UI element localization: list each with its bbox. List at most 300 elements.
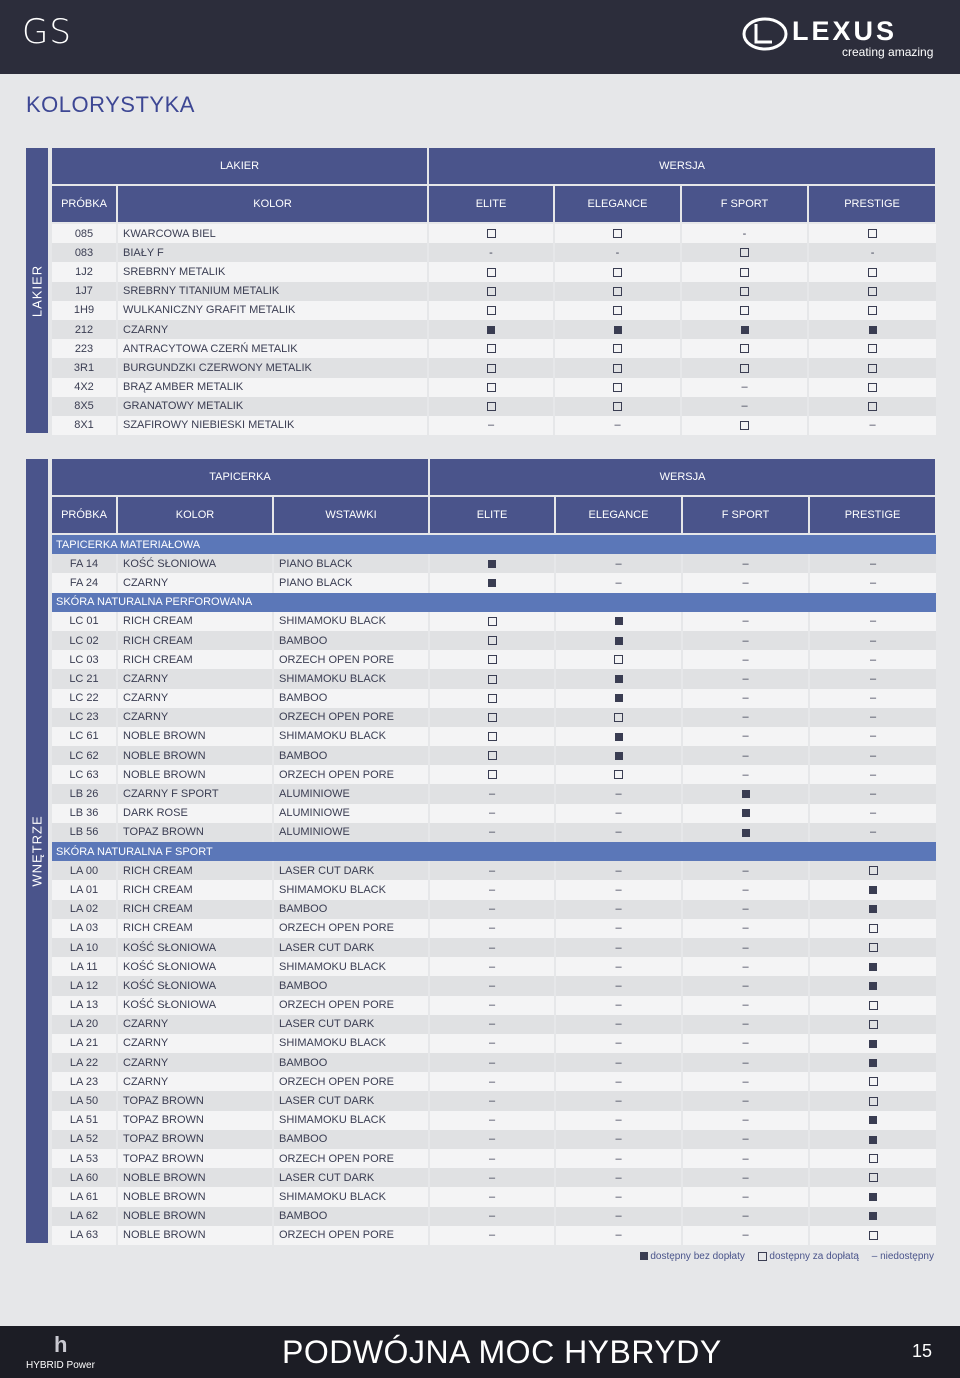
unavailable-dash: - xyxy=(742,227,747,240)
color-name: TOPAZ BROWN xyxy=(117,1149,273,1168)
unavailable-dash: – xyxy=(869,653,877,666)
unavailable-dash: – xyxy=(742,999,749,1012)
unavailable-dash: – xyxy=(488,807,496,820)
insert-name: BAMBOO xyxy=(273,1130,429,1149)
availability-cell xyxy=(808,243,936,262)
unavailable-dash: – xyxy=(615,960,622,973)
insert-name: BAMBOO xyxy=(273,689,429,708)
insert-name: ORZECH OPEN PORE xyxy=(273,1149,429,1168)
availability-cell xyxy=(682,919,809,938)
availability-cell xyxy=(809,861,936,880)
unavailable-dash: – xyxy=(488,788,496,801)
model-name: GS xyxy=(22,12,72,52)
column-header: PRESTIGE xyxy=(808,185,936,223)
color-name: TOPAZ BROWN xyxy=(117,1130,273,1149)
filled-square-icon xyxy=(615,675,623,683)
availability-cell xyxy=(429,784,555,803)
sample-code: 1H9 xyxy=(51,301,117,320)
availability-cell xyxy=(428,339,554,358)
open-square-icon xyxy=(487,229,496,238)
unavailable-dash: – xyxy=(615,576,622,589)
availability-cell xyxy=(555,938,682,957)
filled-square-icon xyxy=(869,326,877,334)
table-row xyxy=(51,746,936,765)
sample-code: 1J2 xyxy=(51,262,117,281)
availability-cell xyxy=(682,650,809,669)
availability-cell xyxy=(428,397,554,416)
color-name: BURGUNDZKI CZERWONY METALIK xyxy=(117,358,428,377)
sample-code: 4X2 xyxy=(51,378,117,397)
availability-cell xyxy=(555,1168,682,1187)
sample-code: LC 62 xyxy=(51,746,117,765)
availability-cell xyxy=(682,1053,809,1072)
availability-cell xyxy=(809,650,936,669)
open-square-icon xyxy=(488,655,497,664)
availability-cell xyxy=(809,1187,936,1206)
sample-code: LA 10 xyxy=(51,938,117,957)
insert-name: PIANO BLACK xyxy=(273,554,429,573)
sample-code: LA 63 xyxy=(51,1226,117,1245)
unavailable-dash: – xyxy=(742,960,749,973)
availability-cell xyxy=(682,669,809,688)
unavailable-dash: – xyxy=(742,922,749,935)
table-row xyxy=(51,1091,936,1110)
unavailable-dash: – xyxy=(488,826,496,839)
unavailable-dash: – xyxy=(488,1229,496,1242)
availability-cell xyxy=(428,243,554,262)
availability-cell xyxy=(681,282,808,301)
unavailable-dash: – xyxy=(615,1171,622,1184)
color-name: BRĄZ AMBER METALIK xyxy=(117,378,428,397)
color-name: RICH CREAM xyxy=(117,650,273,669)
table-row xyxy=(51,282,936,301)
paint-group-header: LAKIER xyxy=(51,147,428,185)
table-row xyxy=(51,1034,936,1053)
availability-cell xyxy=(429,727,555,746)
sample-code: FA 24 xyxy=(51,573,117,592)
color-name: RICH CREAM xyxy=(117,900,273,919)
availability-cell xyxy=(555,784,682,803)
insert-name: PIANO BLACK xyxy=(273,573,429,592)
availability-cell xyxy=(681,358,808,377)
availability-cell xyxy=(809,1168,936,1187)
unavailable-dash: – xyxy=(615,883,622,896)
availability-cell xyxy=(555,554,682,573)
availability-cell xyxy=(682,1034,809,1053)
availability-cell xyxy=(429,1207,555,1226)
unavailable-dash: – xyxy=(615,1133,622,1146)
color-name: CZARNY xyxy=(117,1053,273,1072)
availability-cell xyxy=(809,746,936,765)
sample-code: LC 01 xyxy=(51,612,117,631)
open-square-icon xyxy=(868,287,877,296)
availability-cell xyxy=(809,1015,936,1034)
open-square-icon xyxy=(613,229,622,238)
unavailable-dash: – xyxy=(742,1037,749,1050)
availability-cell xyxy=(555,727,682,746)
availability-cell xyxy=(554,416,681,435)
unavailable-dash: – xyxy=(742,979,749,992)
availability-cell xyxy=(429,804,555,823)
unavailable-dash: - xyxy=(489,246,493,259)
availability-cell xyxy=(429,1130,555,1149)
availability-cell xyxy=(682,976,809,995)
filled-square-icon xyxy=(488,579,496,587)
open-square-icon xyxy=(869,1231,878,1240)
availability-cell xyxy=(555,900,682,919)
upholstery-group-header: TAPICERKA xyxy=(51,458,429,496)
unavailable-dash: – xyxy=(742,615,749,628)
unavailable-dash: – xyxy=(869,749,877,762)
availability-cell xyxy=(429,880,555,899)
insert-name: ALUMINIOWE xyxy=(273,804,429,823)
color-name: CZARNY xyxy=(117,1072,273,1091)
availability-cell xyxy=(429,650,555,669)
unavailable-dash: – xyxy=(742,1056,749,1069)
open-square-icon xyxy=(740,364,749,373)
availability-cell xyxy=(682,1130,809,1149)
insert-name: ORZECH OPEN PORE xyxy=(273,708,429,727)
availability-cell xyxy=(429,823,555,842)
availability-cell xyxy=(555,708,682,727)
unavailable-dash: – xyxy=(488,922,496,935)
unavailable-dash: – xyxy=(741,381,748,394)
table-row xyxy=(51,669,936,688)
availability-cell xyxy=(809,708,936,727)
version-group-header: WERSJA xyxy=(429,458,936,496)
unavailable-dash: – xyxy=(488,864,496,877)
insert-name: LASER CUT DARK xyxy=(273,1168,429,1187)
availability-cell xyxy=(809,1053,936,1072)
unavailable-dash: – xyxy=(488,1056,496,1069)
availability-cell xyxy=(809,727,936,746)
unavailable-dash: – xyxy=(742,883,749,896)
sample-code: LA 23 xyxy=(51,1072,117,1091)
availability-cell xyxy=(681,262,808,281)
legend xyxy=(630,1251,934,1262)
availability-cell xyxy=(555,1034,682,1053)
insert-name: ORZECH OPEN PORE xyxy=(273,996,429,1015)
insert-name: ORZECH OPEN PORE xyxy=(273,1226,429,1245)
availability-cell xyxy=(682,957,809,976)
availability-cell xyxy=(681,301,808,320)
interior-side-label: WNĘTRZE xyxy=(26,459,48,1243)
color-name: NOBLE BROWN xyxy=(117,1207,273,1226)
unavailable-dash: – xyxy=(615,557,622,570)
availability-cell xyxy=(555,1072,682,1091)
availability-cell xyxy=(809,880,936,899)
availability-cell xyxy=(428,378,554,397)
unavailable-dash: – xyxy=(742,653,749,666)
unavailable-dash: – xyxy=(869,730,877,743)
hybrid-power-logo: h HYBRID Power xyxy=(26,1332,95,1371)
availability-cell xyxy=(555,650,682,669)
open-square-icon xyxy=(868,344,877,353)
open-square-icon xyxy=(869,1020,878,1029)
availability-cell xyxy=(682,861,809,880)
insert-name: LASER CUT DARK xyxy=(273,938,429,957)
brand-tagline: creating amazing xyxy=(842,45,934,59)
color-name: SREBRNY METALIK xyxy=(117,262,428,281)
sample-code: LA 02 xyxy=(51,900,117,919)
availability-cell xyxy=(429,1226,555,1245)
open-square-icon xyxy=(488,732,497,741)
open-square-icon xyxy=(869,1154,878,1163)
availability-cell xyxy=(428,358,554,377)
unavailable-dash: – xyxy=(615,864,622,877)
open-square-icon xyxy=(740,248,749,257)
interior-table xyxy=(50,457,937,1245)
availability-cell xyxy=(555,612,682,631)
availability-cell xyxy=(682,938,809,957)
sample-code: LB 26 xyxy=(51,784,117,803)
unavailable-dash: – xyxy=(742,692,749,705)
availability-cell xyxy=(555,669,682,688)
insert-name: SHIMAMOKU BLACK xyxy=(273,727,429,746)
unavailable-dash: – xyxy=(615,979,622,992)
unavailable-dash: – xyxy=(488,1171,496,1184)
color-name: KOŚĆ SŁONIOWA xyxy=(117,976,273,995)
unavailable-dash: – xyxy=(742,1210,749,1223)
unavailable-dash: – xyxy=(488,1152,496,1165)
color-name: CZARNY xyxy=(117,1015,273,1034)
unavailable-dash: – xyxy=(742,711,749,724)
insert-name: BAMBOO xyxy=(273,746,429,765)
color-name: TOPAZ BROWN xyxy=(117,1111,273,1130)
unavailable-dash: – xyxy=(488,883,496,896)
availability-cell xyxy=(809,804,936,823)
availability-cell xyxy=(809,900,936,919)
unavailable-dash: – xyxy=(615,1095,622,1108)
availability-cell xyxy=(555,957,682,976)
availability-cell xyxy=(681,243,808,262)
column-header: ELITE xyxy=(428,185,554,223)
filled-square-icon xyxy=(615,752,623,760)
color-name: RICH CREAM xyxy=(117,861,273,880)
unavailable-dash: – xyxy=(869,557,877,570)
unavailable-dash: – xyxy=(615,941,622,954)
unavailable-dash: – xyxy=(869,807,877,820)
color-name: CZARNY xyxy=(117,1034,273,1053)
sample-code: LC 61 xyxy=(51,727,117,746)
availability-cell xyxy=(809,1072,936,1091)
filled-square-icon xyxy=(615,637,623,645)
table-row xyxy=(51,320,936,339)
unavailable-dash: – xyxy=(869,768,877,781)
unavailable-dash: – xyxy=(742,941,749,954)
open-square-icon xyxy=(488,770,497,779)
availability-cell xyxy=(555,1053,682,1072)
availability-cell xyxy=(429,1091,555,1110)
color-name: CZARNY xyxy=(117,669,273,688)
unavailable-dash: – xyxy=(742,768,749,781)
sample-code: LA 22 xyxy=(51,1053,117,1072)
availability-cell xyxy=(428,262,554,281)
open-square-icon xyxy=(613,268,622,277)
availability-cell xyxy=(555,1130,682,1149)
table-row xyxy=(51,938,936,957)
open-square-icon xyxy=(740,268,749,277)
footer-title: PODWÓJNA MOC HYBRYDY xyxy=(282,1334,722,1370)
unavailable-dash: – xyxy=(869,692,877,705)
filled-square-icon xyxy=(487,326,495,334)
unavailable-dash: – xyxy=(742,1152,749,1165)
availability-cell xyxy=(682,1168,809,1187)
availability-cell xyxy=(809,765,936,784)
availability-cell xyxy=(555,976,682,995)
unavailable-dash: – xyxy=(487,419,495,432)
column-header: KOLOR xyxy=(117,185,428,223)
sample-code: 085 xyxy=(51,223,117,243)
unavailable-dash: – xyxy=(742,903,749,916)
filled-square-icon xyxy=(615,733,623,741)
sample-code: 8X5 xyxy=(51,397,117,416)
table-row xyxy=(51,301,936,320)
open-square-icon xyxy=(868,364,877,373)
insert-name: SHIMAMOKU BLACK xyxy=(273,1187,429,1206)
sample-code: LB 36 xyxy=(51,804,117,823)
group-row xyxy=(51,842,936,861)
availability-cell xyxy=(554,301,681,320)
insert-name: ORZECH OPEN PORE xyxy=(273,919,429,938)
availability-cell xyxy=(429,996,555,1015)
insert-name: LASER CUT DARK xyxy=(273,861,429,880)
table-row xyxy=(51,416,936,435)
open-square-icon xyxy=(613,306,622,315)
availability-cell xyxy=(682,1207,809,1226)
unavailable-dash: – xyxy=(615,1210,622,1223)
sample-code: LA 03 xyxy=(51,919,117,938)
table-row xyxy=(51,223,936,243)
filled-square-icon xyxy=(742,829,750,837)
color-name: WULKANICZNY GRAFIT METALIK xyxy=(117,301,428,320)
availability-cell xyxy=(808,416,936,435)
sample-code: LA 53 xyxy=(51,1149,117,1168)
availability-cell xyxy=(429,957,555,976)
open-square-icon xyxy=(488,617,497,626)
lexus-logo xyxy=(742,14,934,62)
color-name: NOBLE BROWN xyxy=(117,1168,273,1187)
availability-cell xyxy=(555,1015,682,1034)
availability-cell xyxy=(682,1111,809,1130)
open-square-icon xyxy=(868,268,877,277)
sample-code: LA 52 xyxy=(51,1130,117,1149)
availability-cell xyxy=(809,976,936,995)
unavailable-dash: – xyxy=(742,864,749,877)
table-row xyxy=(51,880,936,899)
unavailable-dash: – xyxy=(742,1095,749,1108)
filled-square-icon xyxy=(869,1116,877,1124)
group-title: TAPICERKA MATERIAŁOWA xyxy=(51,534,936,554)
availability-cell xyxy=(809,1149,936,1168)
sample-code: LA 60 xyxy=(51,1168,117,1187)
sample-code: 3R1 xyxy=(51,358,117,377)
availability-cell xyxy=(428,223,554,243)
insert-name: SHIMAMOKU BLACK xyxy=(273,1034,429,1053)
filled-square-icon xyxy=(869,1212,877,1220)
unavailable-dash: – xyxy=(614,419,621,432)
availability-cell xyxy=(554,339,681,358)
unavailable-dash: – xyxy=(869,419,876,432)
unavailable-dash: – xyxy=(742,1075,749,1088)
sample-code: LC 63 xyxy=(51,765,117,784)
unavailable-dash: – xyxy=(742,1114,749,1127)
column-header: PRÓBKA xyxy=(51,185,117,223)
unavailable-dash: – xyxy=(742,1229,749,1242)
column-header: ELEGANCE xyxy=(555,496,682,534)
sample-code: 1J7 xyxy=(51,282,117,301)
availability-cell xyxy=(809,1111,936,1130)
table-row xyxy=(51,727,936,746)
sample-code: LC 03 xyxy=(51,650,117,669)
availability-cell xyxy=(681,397,808,416)
open-square-icon xyxy=(869,1097,878,1106)
legend-filled: dostępny bez dopłaty xyxy=(640,1251,745,1262)
color-name: RICH CREAM xyxy=(117,631,273,650)
version-group-header: WERSJA xyxy=(428,147,936,185)
availability-cell xyxy=(429,708,555,727)
availability-cell xyxy=(429,689,555,708)
availability-cell xyxy=(555,919,682,938)
availability-cell xyxy=(554,358,681,377)
open-square-icon xyxy=(613,402,622,411)
insert-name: SHIMAMOKU BLACK xyxy=(273,612,429,631)
filled-square-icon xyxy=(869,886,877,894)
table-row xyxy=(51,397,936,416)
table-row xyxy=(51,1226,936,1245)
open-square-icon xyxy=(488,694,497,703)
availability-cell xyxy=(682,1149,809,1168)
availability-cell xyxy=(681,223,808,243)
open-square-icon xyxy=(740,306,749,315)
unavailable-dash: – xyxy=(488,1133,496,1146)
open-square-icon xyxy=(614,655,623,664)
insert-name: BAMBOO xyxy=(273,900,429,919)
table-row xyxy=(51,378,936,397)
unavailable-dash: – xyxy=(615,1190,622,1203)
filled-square-icon xyxy=(742,790,750,798)
availability-cell xyxy=(429,746,555,765)
legend-unavailable: – niedostępny xyxy=(871,1251,934,1262)
availability-cell xyxy=(808,262,936,281)
table-row xyxy=(51,1207,936,1226)
availability-cell xyxy=(429,1168,555,1187)
open-square-icon xyxy=(487,402,496,411)
open-square-icon xyxy=(488,713,497,722)
unavailable-dash: – xyxy=(615,788,622,801)
availability-cell xyxy=(809,1207,936,1226)
filled-square-icon xyxy=(869,963,877,971)
page-header xyxy=(0,0,960,74)
sample-code: FA 14 xyxy=(51,554,117,573)
table-row xyxy=(51,689,936,708)
open-square-icon xyxy=(740,344,749,353)
availability-cell xyxy=(808,358,936,377)
availability-cell xyxy=(682,727,809,746)
color-name: NOBLE BROWN xyxy=(117,1226,273,1245)
unavailable-dash: – xyxy=(488,1190,496,1203)
insert-name: SHIMAMOKU BLACK xyxy=(273,669,429,688)
sample-code: LA 01 xyxy=(51,880,117,899)
availability-cell xyxy=(429,861,555,880)
availability-cell xyxy=(808,320,936,339)
color-name: RICH CREAM xyxy=(117,919,273,938)
insert-name: SHIMAMOKU BLACK xyxy=(273,880,429,899)
unavailable-dash: – xyxy=(742,749,749,762)
availability-cell xyxy=(682,631,809,650)
sample-code: LA 12 xyxy=(51,976,117,995)
availability-cell xyxy=(554,282,681,301)
